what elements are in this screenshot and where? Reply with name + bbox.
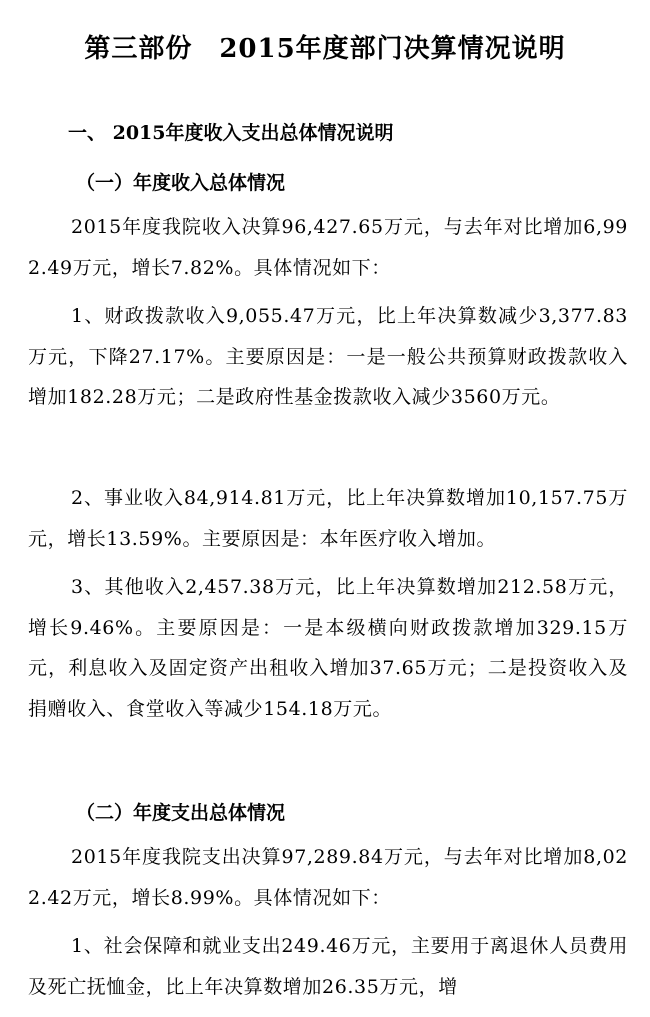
income-paragraph-business: 2、事业收入84,914.81万元，比上年决算数增加10,157.75万元，增长13.59%。主要原因是：本年医疗收入增加。 [28,487,628,550]
document-title: 第三部份 2015年度部门决算情况说明 [84,34,566,64]
income-heading: （一）年度收入总体情况 [76,172,286,194]
income-paragraph-summary: 2015年度我院收入决算96,427.65万元，与去年对比增加6,992.49万元，增长7.82%。具体情况如下： [28,216,628,279]
section-heading: 一、 2015年度收入支出总体情况说明 [68,122,394,144]
expenditure-paragraph-social-security: 1、社会保障和就业支出249.46万元，主要用于离退休人员费用及死亡抚恤金，比上年决算数增加26.35万元，增 [28,935,628,998]
expenditure-heading: （二）年度支出总体情况 [76,802,286,824]
expenditure-paragraph-summary: 2015年度我院支出决算97,289.84万元，与去年对比增加8,022.42万元，增长8.99%。具体情况如下： [28,846,628,909]
income-paragraph-other: 3、其他收入2,457.38万元，比上年决算数增加212.58万元，增长9.46%。主要原因是：一是本级横向财政拨款增加329.15万元，利息收入及固定资产出租收入增加37.65万元；二是投资收入及捐赠收入、食堂收入等减少154.18万元。 [28,576,628,720]
income-paragraph-fiscal: 1、财政拨款收入9,055.47万元，比上年决算数减少3,377.83万元，下降27.17%。主要原因是：一是一般公共预算财政拨款收入增加182.28万元；二是政府性基金拨款收入减少3560万元。 [28,305,628,408]
